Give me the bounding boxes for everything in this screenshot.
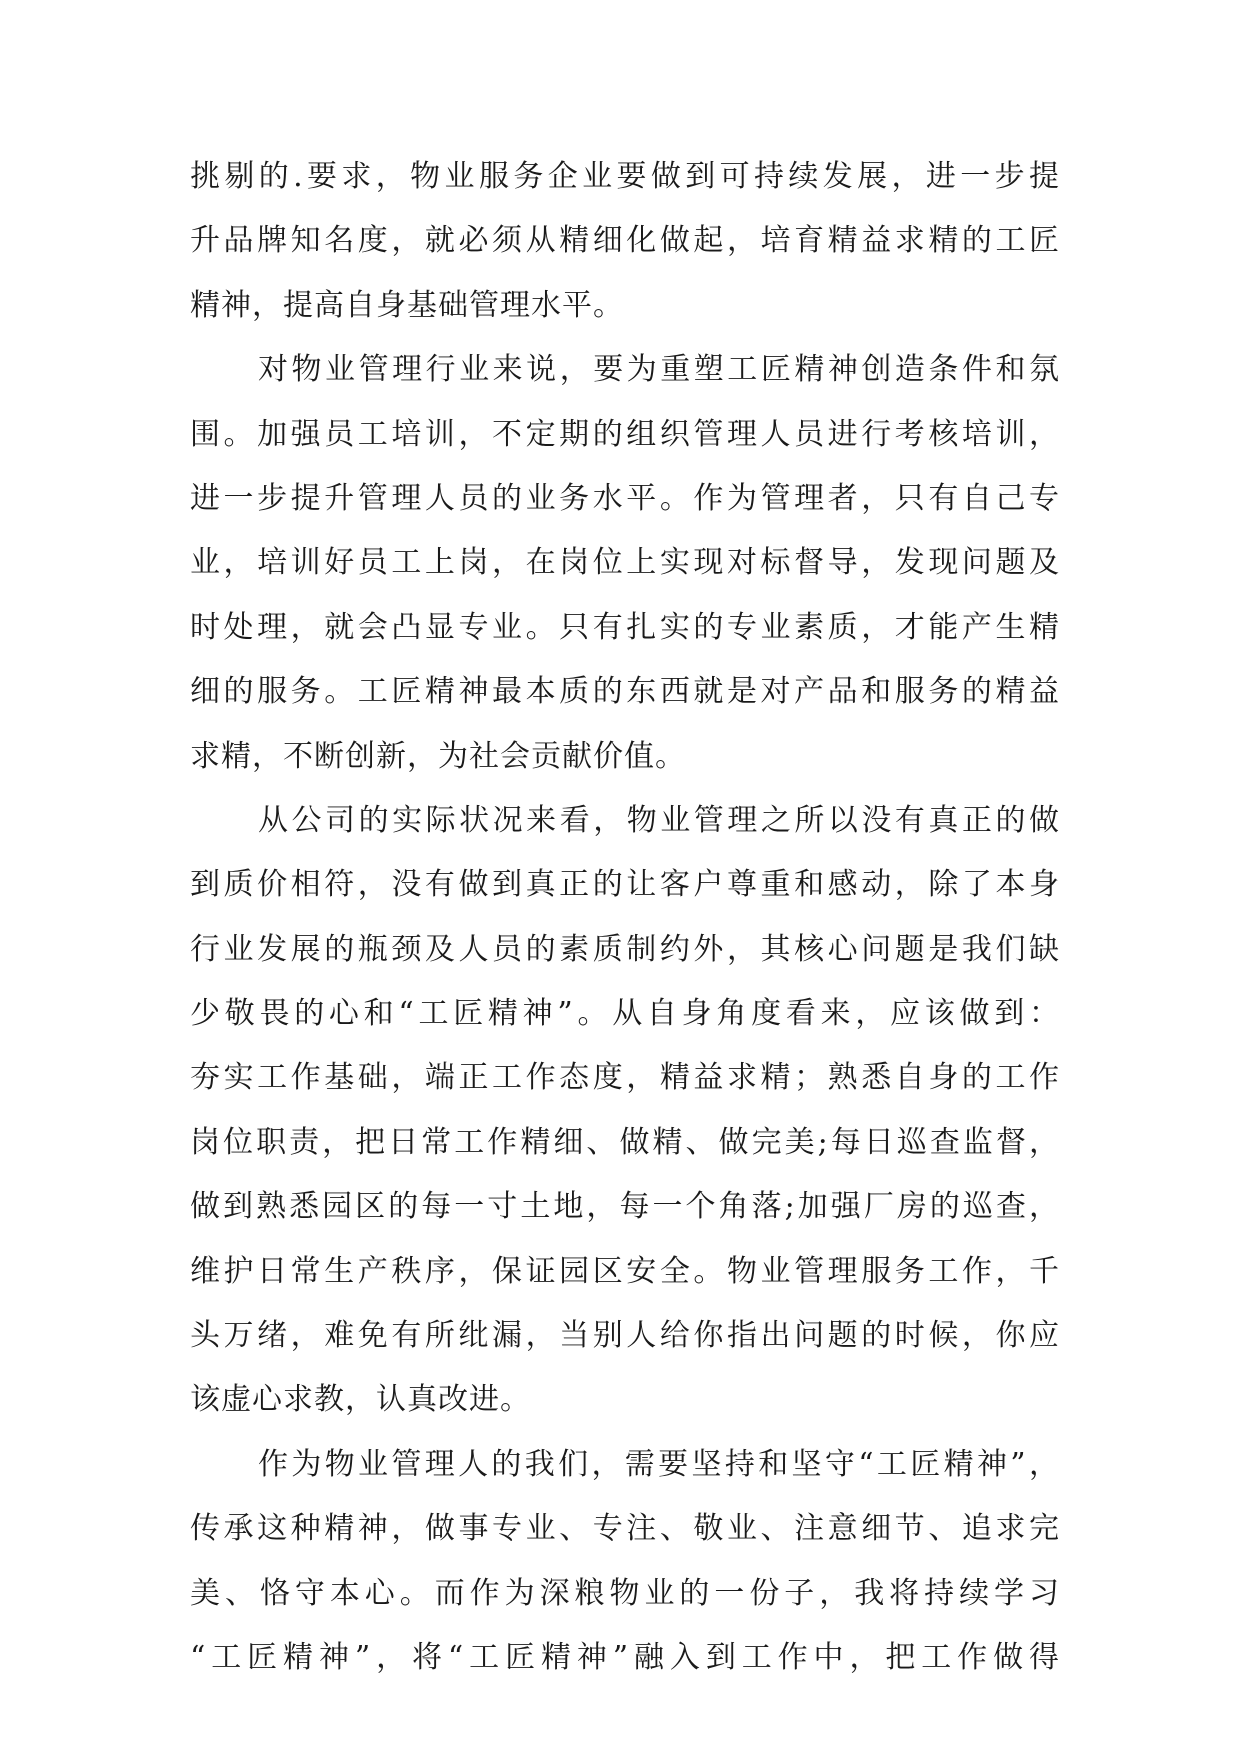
text-line: 美、恪守本心。而作为深粮物业的一份子，我将持续学习 [190, 1575, 1060, 1611]
text-line: 岗位职责，把日常工作精细、做精、做完美;每日巡查监督， [190, 1124, 1060, 1160]
text-line: 时处理，就会凸显专业。只有扎实的专业素质，才能产生精 [190, 609, 1060, 645]
text-line: 做到熟悉园区的每一寸土地，每一个角落;加强厂房的巡查， [190, 1189, 1060, 1225]
text-line: 行业发展的瓶颈及人员的素质制约外，其核心问题是我们缺 [190, 931, 1060, 967]
text-line: 求精，不断创新，为社会贡献价值。 [190, 738, 686, 774]
text-line: 到质价相符，没有做到真正的让客户尊重和感动，除了本身 [190, 867, 1060, 903]
text-line: 该虚心求教，认真改进。 [190, 1382, 531, 1418]
text-line: 夯实工作基础，端正工作态度，精益求精；熟悉自身的工作 [190, 1060, 1060, 1096]
text-line: 围。加强员工培训，不定期的组织管理人员进行考核培训， [190, 416, 1060, 452]
text-line: 精神，提高自身基础管理水平。 [190, 287, 624, 323]
body-text [190, 156, 1060, 1701]
text-line: 少敬畏的心和“工匠精神”。从自身角度看来，应该做到： [190, 996, 1060, 1032]
text-line: 作为物业管理人的我们，需要坚持和坚守“工匠精神”， [258, 1446, 1060, 1482]
text-line: 对物业管理行业来说，要为重塑工匠精神创造条件和氛 [258, 352, 1060, 388]
text-line: 升品牌知名度，就必须从精细化做起，培育精益求精的工匠 [190, 223, 1060, 259]
text-line: 头万绪，难免有所纰漏，当别人给你指出问题的时候，你应 [190, 1318, 1060, 1354]
text-line: “工匠精神”，将“工匠精神”融入到工作中，把工作做得 [190, 1639, 1060, 1675]
paragraph [190, 156, 1060, 326]
text-line: 进一步提升管理人员的业务水平。作为管理者，只有自己专 [190, 480, 1060, 516]
paragraph [190, 1444, 1060, 1678]
text-line: 业，培训好员工上岗，在岗位上实现对标督导，发现问题及 [190, 545, 1060, 581]
text-line: 从公司的实际状况来看，物业管理之所以没有真正的做 [258, 802, 1060, 838]
paragraph [190, 349, 1060, 776]
text-line: 细的服务。工匠精神最本质的东西就是对产品和服务的精益 [190, 674, 1060, 710]
text-line: 传承这种精神，做事专业、专注、敬业、注意细节、追求完 [190, 1511, 1060, 1547]
text-line: 挑剔的.要求，物业服务企业要做到可持续发展，进一步提 [190, 159, 1060, 194]
text-line: 维护日常生产秩序，保证园区安全。物业管理服务工作，千 [190, 1253, 1060, 1289]
paragraph [190, 800, 1060, 1421]
